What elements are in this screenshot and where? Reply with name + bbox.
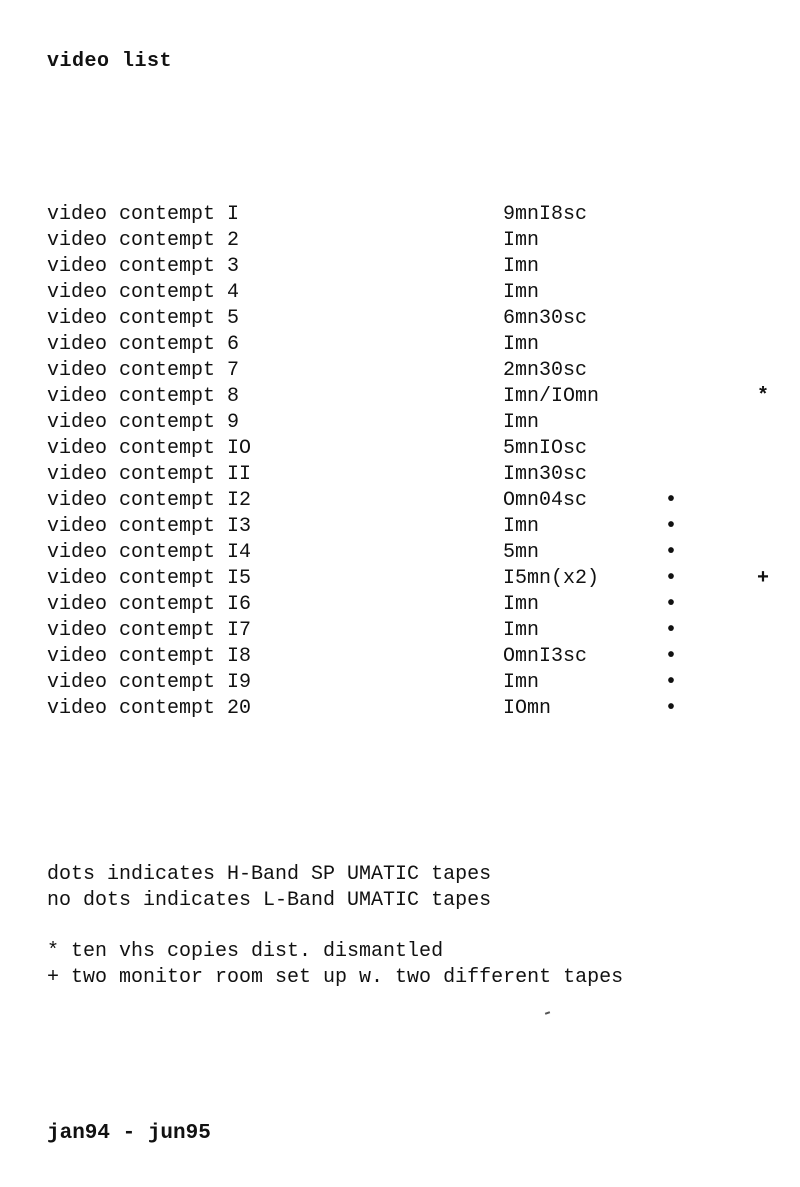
h-band-dot-marker: • (665, 697, 678, 720)
footnote-marker: * (757, 385, 770, 408)
h-band-dot-marker: • (665, 671, 678, 694)
list-item (47, 306, 797, 332)
footnote-marker: + (757, 567, 770, 590)
list-item (47, 410, 797, 436)
list-item (47, 436, 797, 462)
video-title: video contempt I8 (47, 645, 252, 668)
video-duration: OmnI3sc (503, 645, 588, 668)
legend (47, 862, 491, 914)
list-item (47, 280, 797, 306)
h-band-dot-marker: • (665, 541, 678, 564)
video-title: video contempt IO (47, 437, 252, 460)
list-item (47, 254, 797, 280)
video-duration: 5mnIOsc (503, 437, 588, 460)
list-item (47, 202, 797, 228)
video-duration: Imn (503, 255, 540, 278)
video-duration: 5mn (503, 541, 540, 564)
footnotes (47, 939, 623, 991)
video-duration: 2mn30sc (503, 359, 588, 382)
footnote-plus: + two monitor room set up w. two different tapes (47, 966, 624, 989)
video-title: video contempt 20 (47, 697, 252, 720)
ink-speck (545, 1011, 550, 1015)
video-title: video contempt 8 (47, 385, 240, 408)
video-duration: Imn (503, 515, 540, 538)
h-band-dot-marker: • (665, 645, 678, 668)
legend-no-dots: no dots indicates L-Band UMATIC tapes (47, 889, 492, 912)
video-title: video contempt 7 (47, 359, 240, 382)
video-list (47, 202, 797, 722)
video-duration: 9mnI8sc (503, 203, 588, 226)
list-item (47, 514, 797, 540)
h-band-dot-marker: • (665, 489, 678, 512)
h-band-dot-marker: • (665, 593, 678, 616)
list-item (47, 462, 797, 488)
video-duration: IOmn (503, 697, 552, 720)
video-title: video contempt I4 (47, 541, 252, 564)
video-duration: Imn/IOmn (503, 385, 600, 408)
video-duration: Imn (503, 333, 540, 356)
video-duration: 6mn30sc (503, 307, 588, 330)
h-band-dot-marker: • (665, 619, 678, 642)
video-title: video contempt 4 (47, 281, 240, 304)
video-title: video contempt I (47, 203, 240, 226)
legend-dots: dots indicates H-Band SP UMATIC tapes (47, 863, 492, 886)
video-title: video contempt I7 (47, 619, 252, 642)
list-item (47, 644, 797, 670)
video-duration: Omn04sc (503, 489, 588, 512)
list-item (47, 488, 797, 514)
video-duration: Imn (503, 229, 540, 252)
list-item (47, 592, 797, 618)
video-duration: Imn (503, 411, 540, 434)
footnote-asterisk: * ten vhs copies dist. dismantled (47, 940, 444, 963)
list-item (47, 566, 797, 592)
list-item (47, 540, 797, 566)
video-title: video contempt 6 (47, 333, 240, 356)
video-duration: Imn (503, 619, 540, 642)
video-duration: Imn (503, 671, 540, 694)
h-band-dot-marker: • (665, 567, 678, 590)
video-title: video contempt I6 (47, 593, 252, 616)
video-title: video contempt 5 (47, 307, 240, 330)
video-title: video contempt I3 (47, 515, 252, 538)
page-title: video list (47, 50, 173, 73)
video-duration: Imn (503, 281, 540, 304)
video-title: video contempt 3 (47, 255, 240, 278)
video-duration: Imn30sc (503, 463, 588, 486)
video-title: video contempt II (47, 463, 252, 486)
h-band-dot-marker: • (665, 515, 678, 538)
video-title: video contempt 9 (47, 411, 240, 434)
date-range: jan94 - jun95 (47, 1122, 211, 1145)
video-title: video contempt I5 (47, 567, 252, 590)
list-item (47, 228, 797, 254)
video-duration: I5mn(x2) (503, 567, 600, 590)
video-title: video contempt I9 (47, 671, 252, 694)
video-title: video contempt 2 (47, 229, 240, 252)
video-duration: Imn (503, 593, 540, 616)
list-item (47, 332, 797, 358)
list-item (47, 670, 797, 696)
video-title: video contempt I2 (47, 489, 252, 512)
list-item (47, 358, 797, 384)
list-item (47, 384, 797, 410)
list-item (47, 696, 797, 722)
list-item (47, 618, 797, 644)
